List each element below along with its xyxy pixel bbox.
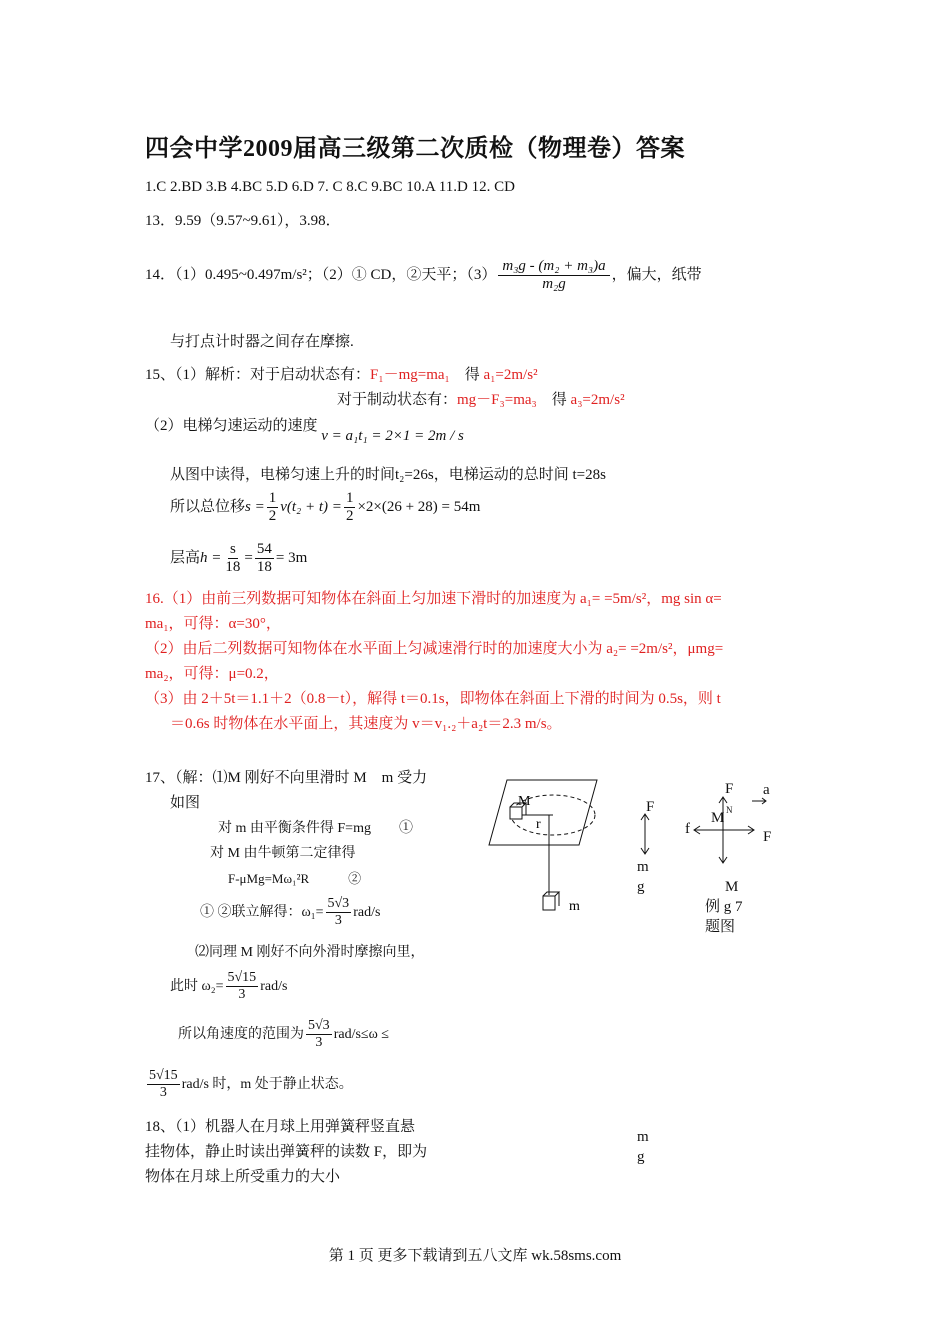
q15-half-2-num: 1 <box>344 490 356 508</box>
q15-l6a: 层高 <box>170 550 201 567</box>
q17-w1b <box>306 1018 332 1051</box>
q15-l5c: v(t₂ + t) = <box>280 499 342 516</box>
q17-w2-num: 5√15 <box>226 970 259 987</box>
q15-l3a: （2）电梯匀速运动的速度 <box>145 418 318 434</box>
figure-caption-1: 例 g 7 <box>705 899 743 915</box>
q15-half-1-den: 2 <box>268 508 277 525</box>
answer-16-line2: ma₁，可得：α=30°， <box>145 616 281 632</box>
q15-l5d: ×2×(26 + 28) = 54m <box>357 499 481 516</box>
answer-14-fraction <box>498 258 609 294</box>
fbd-M-label: M <box>711 810 725 826</box>
q15-f1-num: s <box>228 541 238 559</box>
answer-15-line5 <box>170 490 480 526</box>
label-m: m <box>569 899 580 914</box>
q15-l1a: 15、（1）解析：对于启动状态有： <box>145 367 371 383</box>
answer-17-line6 <box>200 896 380 929</box>
label-r: r <box>536 817 541 832</box>
answer-14-frac-den: m₂g <box>542 276 566 293</box>
page-title: 四会中学2009届高三级第二次质检（物理卷）答案 <box>145 136 685 162</box>
q15-l2b: mg－F₃=ma₃ <box>457 392 537 408</box>
answer-13: 13．9.59（9.57~9.61），3.98． <box>145 213 341 229</box>
q17-w1b-num: 5√3 <box>306 1018 332 1035</box>
q17-w2b <box>147 1068 180 1101</box>
fbd-m-mg-m: m <box>637 859 649 875</box>
q15-f2 <box>255 541 274 577</box>
q17-w1b-den: 3 <box>315 1035 323 1051</box>
q15-l2d: a₃=2m/s² <box>570 392 625 408</box>
q15-f1-den: 18 <box>225 559 241 576</box>
fbd-M-arrows <box>690 795 770 865</box>
answer-17-line8 <box>170 970 287 1003</box>
q17-w2b-num: 5√15 <box>147 1068 180 1085</box>
q15-f2-num: 54 <box>255 541 274 559</box>
answer-14-tail: ，偏大，纸带 <box>611 267 702 284</box>
answer-17-line1: 17、（解：⑴M 刚好不向里滑时 M m 受力 <box>145 770 428 786</box>
fbd-F-right-label: F <box>763 829 772 845</box>
q17-l9a: 所以角速度的范围为 <box>178 1026 304 1042</box>
answer-17-line5: F-μMg=Mω₁²R ② <box>228 871 362 886</box>
q15-half-1-num: 1 <box>267 490 279 508</box>
answer-18-line2: 挂物体，静止时读出弹簧秤的读数 F，即为 <box>145 1144 428 1160</box>
answer-14 <box>145 258 702 294</box>
q17-l6a: ① ②联立解得：ω₁= <box>200 904 324 920</box>
answer-18-line1: 18、（1）机器人在月球上用弹簧秤竖直悬 <box>145 1119 416 1135</box>
fbd-m-F-label: F <box>646 799 655 815</box>
fbd-m-mg-g: g <box>637 879 645 895</box>
answer-17-line10 <box>145 1068 353 1101</box>
answer-14-frac-num: m₃g - (m₂ + m₃)a <box>498 258 609 276</box>
answer-16-line4: ma₂，可得：μ=0.2， <box>145 666 279 682</box>
q17-w1-num: 5√3 <box>326 896 352 913</box>
answer-15-line3 <box>145 416 464 444</box>
answer-16-line6: ＝0.6s 时物体在水平面上，其速度为 v＝v₁.₂＋a₂t＝2.3 m/s。 <box>170 716 562 732</box>
q15-l5a: 所以总位移 <box>170 499 246 516</box>
q15-l1d: a₁=2m/s² <box>483 367 538 383</box>
fbd-a-label: a <box>763 782 770 798</box>
answer-17-line3: 对 m 由平衡条件得 F=mg ① <box>218 821 413 836</box>
choice-answers: 1.C 2.BD 3.B 4.BC 5.D 6.D 7. C 8.C 9.BC 10.A 11.D 12. CD <box>145 179 515 195</box>
fbd-M-N-sub: N <box>726 805 733 815</box>
block-m-top <box>543 892 559 896</box>
q17-l9b: rad/s≤ω ≤ <box>333 1026 389 1042</box>
label-M: M <box>518 794 531 809</box>
q17-w2 <box>226 970 259 1003</box>
answer-16-line3: （2）由后二列数据可知物体在水平面上匀减速滑行时的加速度大小为 a₂= =2m/s²，μmg= <box>145 641 724 657</box>
answer-16-line1: 16.（1）由前三列数据可知物体在斜面上匀加速下滑时的加速度为 a₁= =5m/s²，mg sin α= <box>145 591 722 607</box>
q17-l10b: rad/s 时，m 处于静止状态。 <box>181 1076 353 1092</box>
answer-15-line1 <box>145 365 538 385</box>
block-m <box>543 896 555 910</box>
answer-17-line9 <box>178 1018 389 1051</box>
q17-w1 <box>326 896 352 929</box>
q15-l1c: 得 <box>464 367 484 383</box>
q17-w2b-den: 3 <box>159 1085 167 1101</box>
stray-mg-m: m <box>637 1129 649 1145</box>
q17-l8a: 此时 ω₂= <box>170 978 224 994</box>
answer-17-line2: 如图 <box>170 795 201 811</box>
q15-half-2 <box>344 490 356 526</box>
q15-l6c: = <box>244 550 253 567</box>
q15-l2a: 对于制动状态有： <box>337 392 458 408</box>
q17-l6b: rad/s <box>353 904 381 920</box>
answer-14-cont: 与打点计时器之间存在摩擦. <box>170 334 354 350</box>
q15-l1b: F₁－mg=ma₁ <box>370 367 450 383</box>
q17-l8b: rad/s <box>260 978 288 994</box>
q15-f1 <box>223 541 242 577</box>
figure-caption-2: 题图 <box>705 919 736 935</box>
q15-half-2-den: 2 <box>345 508 354 525</box>
q15-half-1 <box>267 490 279 526</box>
fbd-f-label: f <box>685 821 690 837</box>
answer-16-line5: （3）由 2＋5t＝1.1＋2（0.8－t），解得 t＝0.1s，即物体在斜面上下滑的时间为 0.5s，则 t <box>145 691 721 707</box>
answer-15-line2 <box>337 390 625 410</box>
page-footer: 第 1 页 更多下载请到五八文库 wk.58sms.com <box>328 1248 622 1264</box>
stray-mg-g: g <box>637 1149 645 1165</box>
answer-18-line3: 物体在月球上所受重力的大小 <box>145 1169 341 1185</box>
q15-f2-den: 18 <box>256 559 272 576</box>
fbd-M-bottom-label: M <box>725 879 739 895</box>
q17-w1-den: 3 <box>334 913 342 929</box>
q15-l5b: s = <box>245 499 265 516</box>
answer-15-line4: 从图中读得，电梯匀速上升的时间t₂=26s，电梯运动的总时间 t=28s <box>170 467 606 483</box>
fbd-M-FN-label: F <box>725 781 734 797</box>
q15-l3b: v = a₁t₁ = 2×1 = 2m / s <box>321 428 464 444</box>
q15-l2c: 得 <box>551 392 571 408</box>
q17-w2-den: 3 <box>238 987 246 1003</box>
turntable-plane <box>489 780 597 845</box>
q15-l6b: h = <box>200 550 222 567</box>
turntable-diagram <box>485 775 600 920</box>
answer-14-text: 14．（1）0.495~0.497m/s²；（2）① CD，②天平；（3） <box>145 267 497 284</box>
fbd-m-arrows <box>638 812 652 856</box>
answer-17-line4: 对 M 由牛顿第二定律得 <box>210 846 356 861</box>
answer-15-line6 <box>170 541 307 577</box>
answer-17-line7: ⑵同理 M 刚好不向外滑时摩擦向里， <box>195 945 425 960</box>
q15-l6d: = 3m <box>275 550 308 567</box>
